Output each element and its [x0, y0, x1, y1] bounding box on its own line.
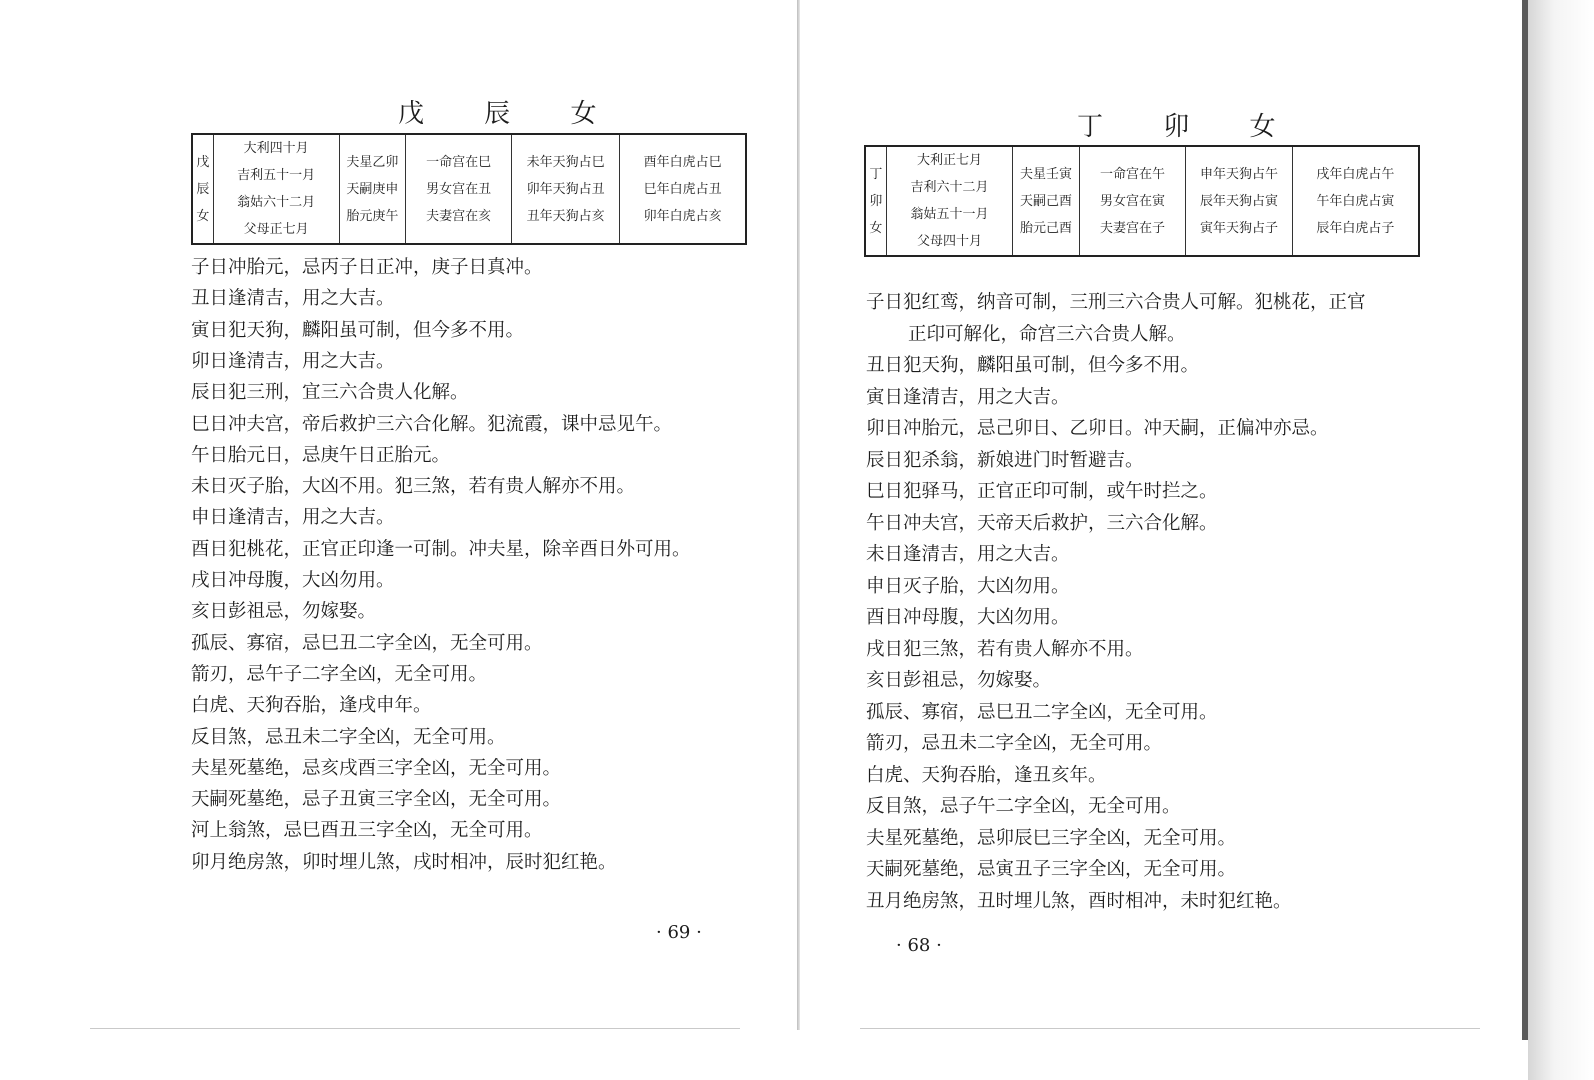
text-line: 白虎、天狗吞胎，逢戌申年。 — [191, 695, 432, 717]
text-line: 天嗣死墓绝，忌子丑寅三字全凶，无全可用。 — [191, 789, 562, 811]
text-line: 辰日犯三刑，宜三六合贵人化解。 — [191, 382, 469, 404]
table-label-char: 戊 — [196, 154, 210, 170]
table-label-char: 卯 — [869, 193, 883, 209]
table-cell-line: 夫星壬寅 — [1019, 166, 1072, 182]
page-title: 丁 卯 女 — [1077, 112, 1302, 142]
page-number: · 69 · — [656, 922, 702, 943]
text-line: 子日冲胎元，忌丙子日正冲，庚子日真冲。 — [191, 257, 543, 278]
table-cell-line: 父母正七月 — [243, 222, 309, 237]
table-cell-palaces — [406, 134, 512, 244]
table-cell-line: 胎元己酉 — [1019, 220, 1072, 236]
text-line: 箭刃，忌午子二字全凶，无全可用。 — [191, 663, 488, 685]
table-cell-tiger — [1292, 146, 1419, 256]
table-cell-line: 寅年天狗占子 — [1199, 220, 1278, 236]
text-line: 未日逢清吉，用之大吉。 — [866, 544, 1070, 565]
text-line: 丑日犯天狗，麟阳虽可制，但今多不用。 — [866, 355, 1200, 376]
text-line: 孤辰、寡宿，忌巳丑二字全凶，无全可用。 — [866, 701, 1218, 723]
text-line: 卯日冲胎元，忌己卯日、乙卯日。冲天嗣，正偏冲亦忌。 — [866, 418, 1329, 439]
text-line: 寅日逢清吉，用之大吉。 — [866, 386, 1070, 408]
text-line: 酉日冲母腹，大凶勿用。 — [866, 607, 1070, 628]
text-line: 丑日逢清吉，用之大吉。 — [191, 288, 395, 310]
text-line: 寅日犯天狗，麟阳虽可制，但今多不用。 — [191, 319, 525, 341]
text-line: 午日冲夫宫，天帝天后救护，三六合化解。 — [866, 512, 1218, 534]
info-table — [864, 145, 1420, 257]
text-line: 河上翁煞，忌巳酉丑三字全凶，无全可用。 — [191, 820, 543, 842]
table-cell-line: 男女宫在丑 — [426, 181, 492, 197]
text-line: 丑月绝房煞，丑时埋儿煞，酉时相冲，未时犯红艳。 — [866, 890, 1292, 912]
text-line: 孤辰、寡宿，忌巳丑二字全凶，无全可用。 — [191, 632, 543, 654]
table-cell-line: 一命宫在午 — [1100, 166, 1166, 182]
table-cell-line: 父母四十月 — [916, 234, 982, 249]
table-cell-line: 大利正七月 — [916, 153, 982, 168]
table-label-char: 女 — [196, 208, 210, 224]
table-cell-line: 辰年白虎占子 — [1316, 220, 1395, 236]
table-cell-line: 吉利五十一月 — [237, 168, 316, 183]
text-line: 天嗣死墓绝，忌寅丑子三字全凶，无全可用。 — [866, 859, 1237, 880]
table-cell-line: 夫妻宫在亥 — [426, 208, 492, 224]
text-line: 辰日犯杀翁，新娘进门时暂避吉。 — [866, 449, 1144, 471]
bottom-edge-line — [90, 1028, 740, 1029]
text-line: 子日犯红鸾，纳音可制，三刑三六合贵人可解。犯桃花，正官 — [866, 292, 1366, 313]
table-cell-line: 翁姑六十二月 — [237, 195, 316, 210]
text-line: 夫星死墓绝，忌亥戌酉三字全凶，无全可用。 — [191, 757, 562, 779]
table-cell-months — [886, 146, 1012, 256]
table-cell-line: 男女宫在寅 — [1100, 193, 1166, 209]
body-text — [866, 288, 1466, 928]
table-cell-line: 天嗣庚申 — [346, 181, 399, 197]
table-cell-stars — [1013, 146, 1080, 256]
text-line: 未日灭子胎，大凶不用。犯三煞，若有贵人解亦不用。 — [191, 476, 636, 498]
table-cell-line: 卯年白虎占亥 — [643, 208, 722, 224]
text-line: 亥日彭祖忌，勿嫁娶。 — [866, 670, 1052, 691]
table-cell-dog — [512, 134, 620, 244]
page-gutter — [797, 0, 800, 1030]
text-line: 夫星死墓绝，忌卯辰巳三字全凶，无全可用。 — [866, 827, 1237, 849]
table-cell-line: 申年天狗占午 — [1199, 166, 1278, 182]
table-cell-line: 胎元庚午 — [346, 208, 399, 224]
table-cell-line: 午年白虎占寅 — [1316, 193, 1395, 209]
text-line: 酉日犯桃花，正官正印逢一可制。冲夫星，除辛酉日外可用。 — [191, 538, 691, 560]
table-cell-line: 丑年天狗占亥 — [526, 208, 605, 224]
text-line: 卯月绝房煞，卯时埋儿煞，戌时相冲，辰时犯红艳。 — [191, 851, 617, 873]
table-cell-line: 巳年白虎占丑 — [643, 181, 722, 197]
scanner-margin — [1528, 0, 1594, 1080]
text-line: 箭刃，忌丑未二字全凶，无全可用。 — [866, 733, 1163, 754]
table-label-char: 女 — [869, 220, 883, 236]
table-label-cell — [865, 146, 886, 256]
text-line: 卯日逢清吉，用之大吉。 — [191, 350, 395, 372]
table-cell-line: 一命宫在巳 — [426, 154, 492, 170]
table-cell-line: 戌年白虎占午 — [1316, 166, 1395, 182]
table-cell-stars — [339, 134, 406, 244]
text-line: 戌日犯三煞，若有贵人解亦不用。 — [866, 638, 1144, 660]
text-line: 反目煞，忌丑未二字全凶，无全可用。 — [191, 726, 506, 748]
table-cell-line: 天嗣己酉 — [1019, 193, 1072, 209]
table-cell-dog — [1186, 146, 1293, 256]
text-line: 戌日冲母腹，大凶勿用。 — [191, 570, 395, 591]
text-line: 巳日犯驿马，正官正印可制，或午时拦之。 — [866, 481, 1218, 502]
text-line: 白虎、天狗吞胎，逢丑亥年。 — [866, 764, 1107, 786]
table-cell-line: 夫星乙卯 — [346, 154, 399, 170]
table-cell-line: 夫妻宫在子 — [1100, 220, 1166, 236]
table-cell-months — [213, 134, 339, 244]
page-number: · 68 · — [896, 935, 942, 956]
page-title: 戊 辰 女 — [398, 99, 623, 129]
table-cell-line: 酉年白虎占巳 — [643, 154, 722, 170]
table-cell-tiger — [620, 134, 746, 244]
text-line: 巳日冲夫宫，帝后救护三六合化解。犯流霞，课中忌见午。 — [191, 413, 673, 435]
table-cell-line: 辰年天狗占寅 — [1199, 193, 1278, 209]
text-line: 反目煞，忌子午二字全凶，无全可用。 — [866, 796, 1181, 817]
table-cell-line: 卯年天狗占丑 — [526, 181, 605, 197]
text-line: 正印可解化，命宫三六合贵人解。 — [908, 323, 1186, 345]
info-table — [191, 133, 747, 245]
table-cell-line: 翁姑五十一月 — [910, 207, 989, 222]
table-cell-palaces — [1079, 146, 1185, 256]
table-cell-line: 吉利六十二月 — [910, 180, 989, 195]
table-cell-line: 大利四十月 — [243, 141, 309, 156]
table-label-cell — [192, 134, 213, 244]
text-line: 亥日彭祖忌，勿嫁娶。 — [191, 601, 377, 623]
table-label-char: 辰 — [196, 181, 210, 197]
text-line: 午日胎元日，忌庚午日正胎元。 — [191, 444, 451, 466]
table-cell-line: 未年天狗占巳 — [526, 154, 605, 170]
bottom-edge-line — [860, 1028, 1480, 1029]
body-text — [191, 253, 781, 893]
table-label-char: 丁 — [869, 166, 883, 182]
text-line: 申日灭子胎，大凶勿用。 — [866, 575, 1070, 597]
text-line: 申日逢清吉，用之大吉。 — [191, 507, 395, 529]
